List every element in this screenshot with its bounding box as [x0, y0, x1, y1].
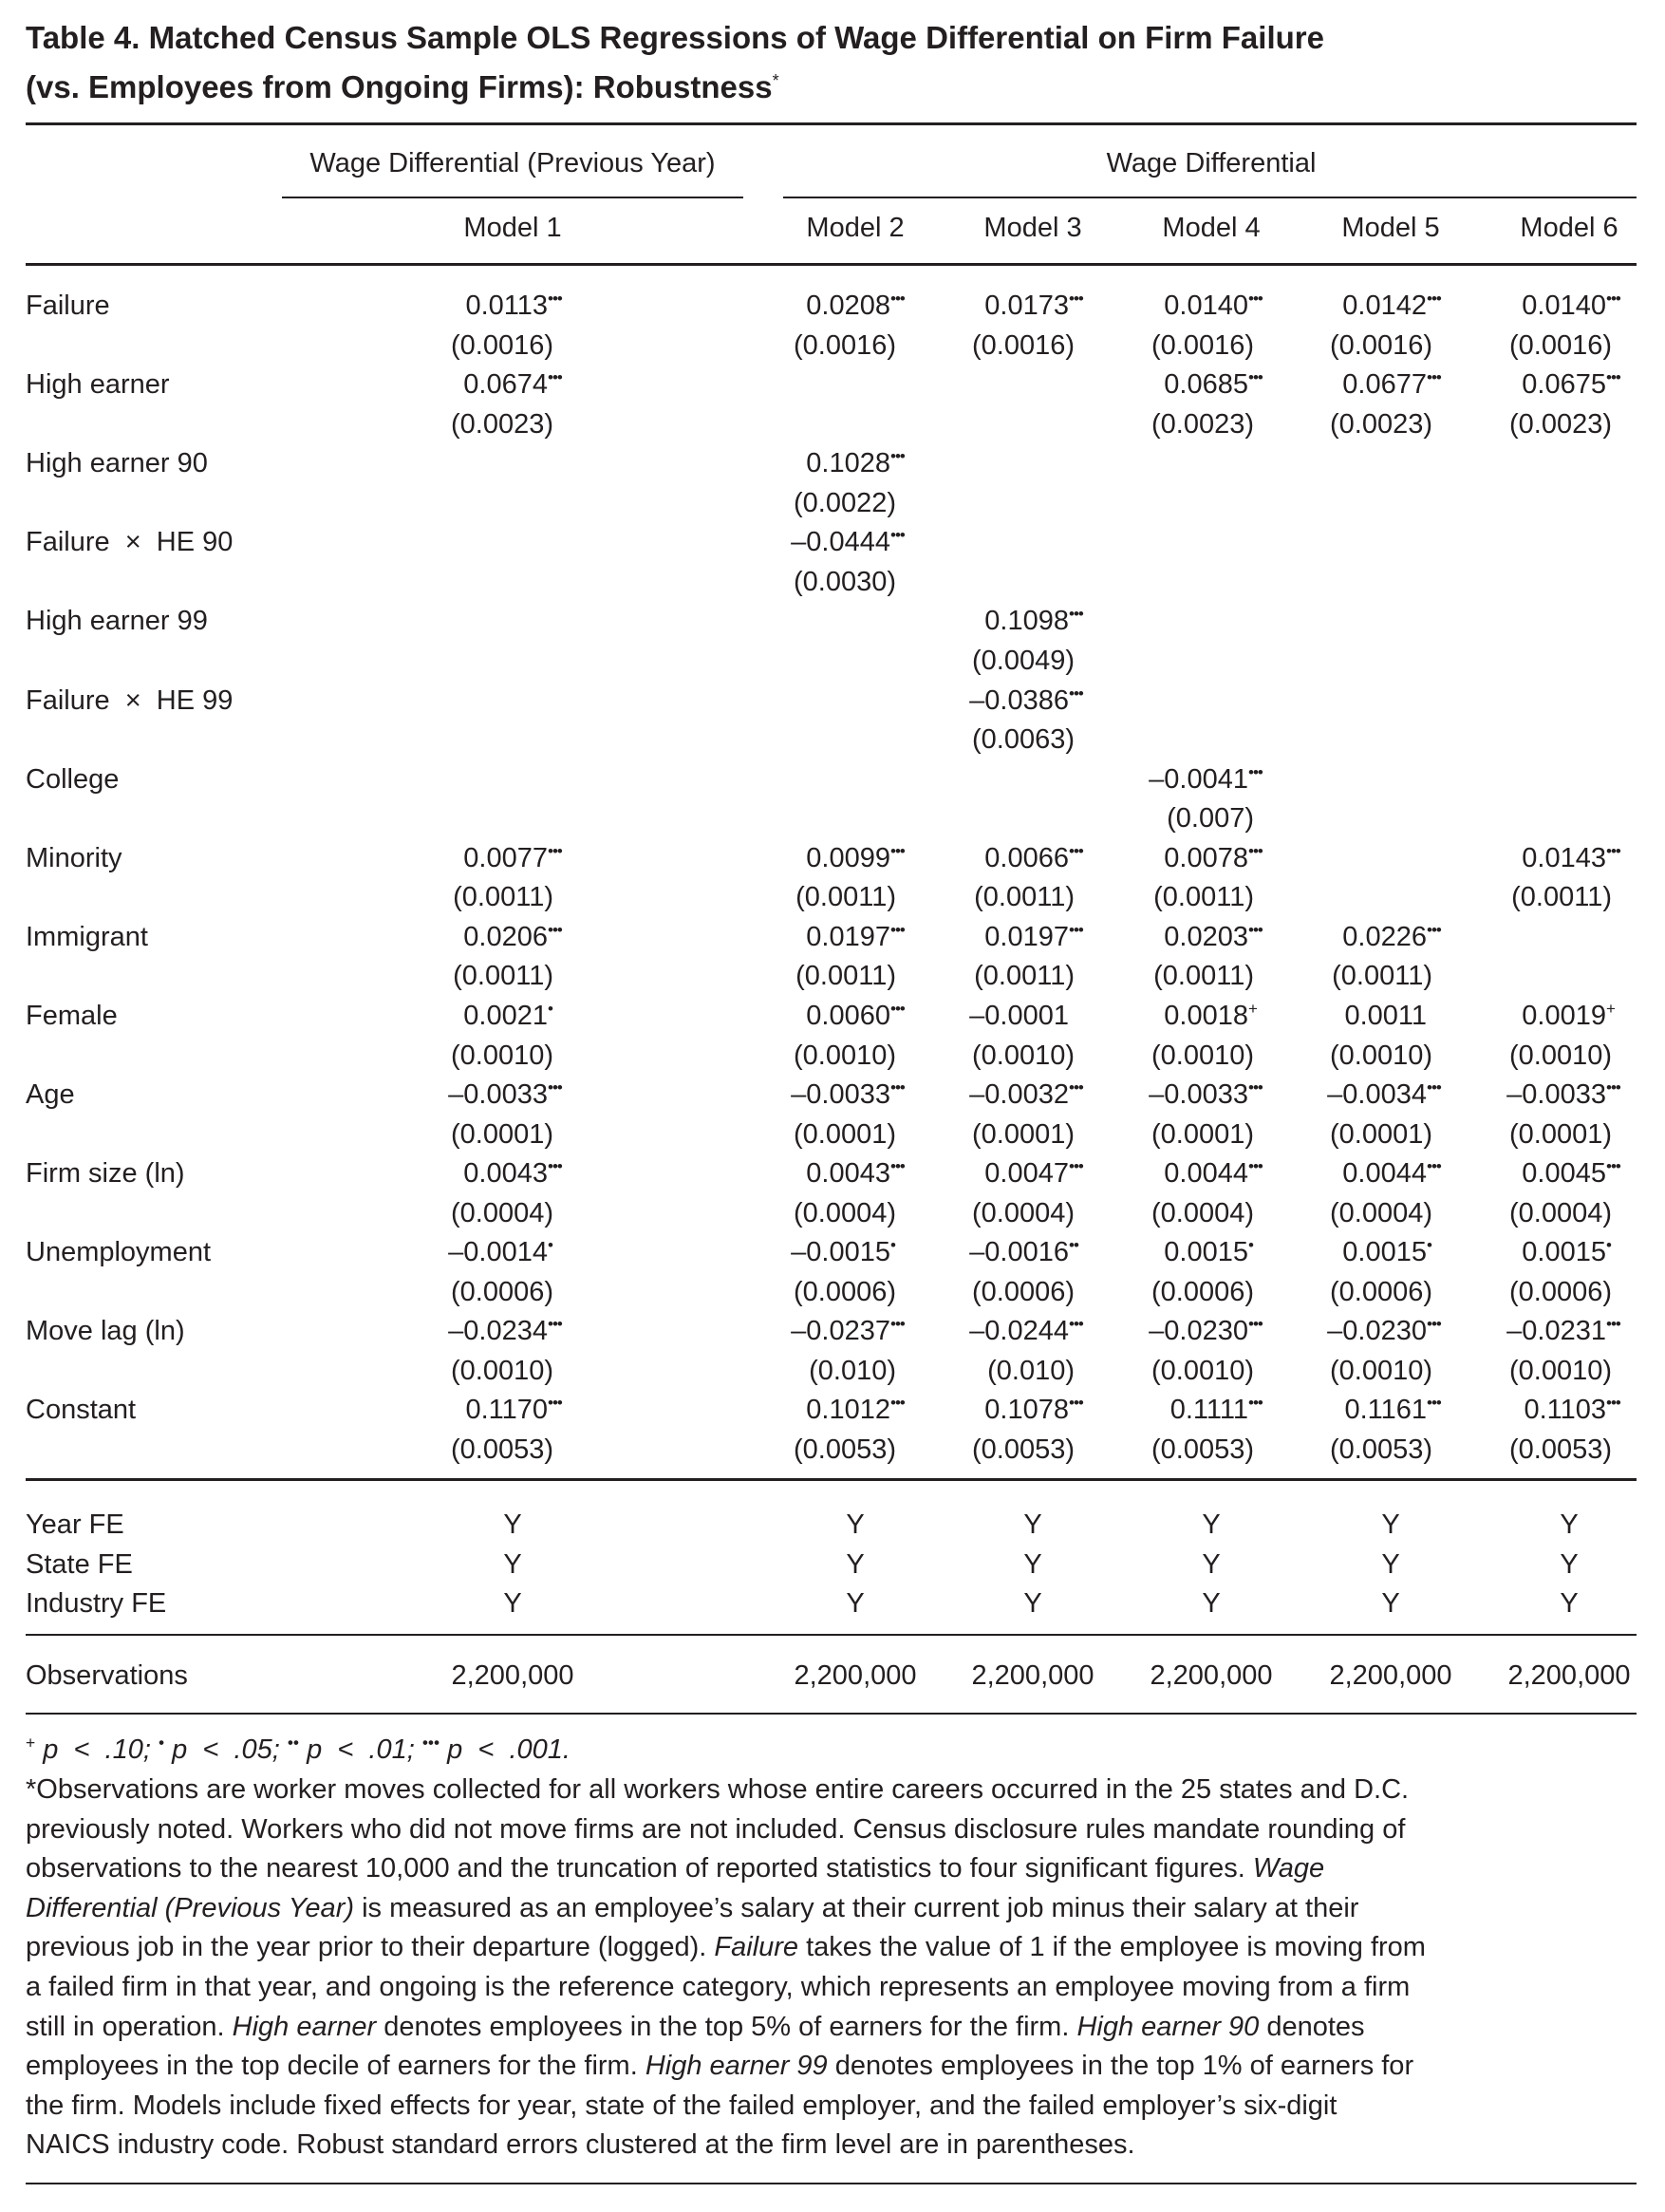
- fe-indicator: Y: [846, 1548, 865, 1580]
- standard-error: (0.0016): [793, 329, 896, 361]
- significance-marker: •: [1248, 1236, 1253, 1255]
- fe-indicator: Y: [1381, 1548, 1400, 1580]
- significance-marker: •••: [1248, 1157, 1263, 1176]
- row-label: College: [26, 763, 120, 795]
- coefficient: 0.0045 •••: [1522, 1157, 1620, 1190]
- standard-error: (0.010): [987, 1355, 1075, 1386]
- coefficient: 0.0197 •••: [984, 920, 1083, 952]
- coefficient: 0.0015 •: [1522, 1236, 1611, 1268]
- coefficient: 0.1161 •••: [1344, 1394, 1441, 1426]
- coefficient: 0.0015 •: [1164, 1236, 1253, 1268]
- coefficient: 0.1078 •••: [984, 1394, 1083, 1426]
- coefficient: 0.1028 •••: [806, 447, 905, 479]
- coefficient: 0.0078 •••: [1164, 841, 1263, 873]
- observations-bottom-rule: [26, 1713, 1637, 1715]
- standard-error: (0.0010): [1151, 1040, 1254, 1071]
- coefficient: 0.0066 •••: [984, 841, 1083, 873]
- group-underline-1: [282, 197, 743, 198]
- standard-error: (0.0016): [1151, 329, 1254, 361]
- coefficient: –0.0444 •••: [791, 526, 905, 558]
- significance-marker: •••: [548, 290, 562, 308]
- significance-marker: •••: [1427, 290, 1441, 308]
- standard-error: (0.0010): [1508, 1355, 1612, 1386]
- fe-indicator: Y: [1023, 1548, 1042, 1580]
- observations-value: 2,200,000: [1329, 1660, 1452, 1691]
- footnote-text: NAICS industry code. Robust standard errors clustered at the firm level are in parentheses.: [26, 2129, 1135, 2161]
- significance-threshold: p < .05;: [172, 1734, 280, 1765]
- footnote-line: [26, 2050, 1413, 2082]
- standard-error: (0.0006): [1508, 1276, 1612, 1307]
- fe-indicator: Y: [1023, 1509, 1042, 1540]
- standard-error: (0.0011): [453, 882, 553, 913]
- coefficient: 0.0113 •••: [465, 290, 562, 321]
- significance-marker: •••: [1069, 290, 1083, 308]
- significance-threshold: p < .01;: [307, 1734, 415, 1765]
- standard-error: (0.0010): [1329, 1040, 1432, 1071]
- footnote-text: denotes employees in the top 5% of earners for the firm.: [376, 2011, 1077, 2042]
- coefficient: –0.0230 •••: [1327, 1315, 1441, 1347]
- fe-indicator: Y: [503, 1548, 522, 1580]
- row-label: Failure × HE 90: [26, 527, 234, 558]
- coefficient: –0.0237 •••: [791, 1315, 905, 1347]
- significance-marker: •••: [1069, 1157, 1083, 1176]
- coefficient: 0.0674 •••: [463, 368, 562, 401]
- significance-marker: •••: [548, 1078, 562, 1097]
- title-footnote-marker: *: [772, 71, 779, 90]
- significance-marker: •••: [548, 841, 562, 860]
- significance-marker: •••: [548, 1157, 562, 1176]
- standard-error: (0.0001): [1151, 1118, 1254, 1150]
- coefficient: 0.0015 •: [1342, 1236, 1431, 1268]
- top-rule: [26, 122, 1637, 125]
- standard-error: (0.0011): [1511, 882, 1612, 913]
- coefficient: 0.1012 •••: [806, 1394, 905, 1426]
- observations-value: 2,200,000: [971, 1660, 1094, 1691]
- coefficients-bottom-rule: [26, 1478, 1637, 1481]
- significance-marker: •••: [890, 526, 905, 545]
- significance-threshold: p < .10;: [43, 1734, 151, 1765]
- footnote-italic-term: Failure: [714, 1932, 799, 1963]
- coefficient: –0.0014 •: [448, 1236, 552, 1268]
- footnote-line: [26, 2128, 1135, 2161]
- coefficient: 0.0197 •••: [806, 920, 905, 952]
- fe-indicator: Y: [1560, 1509, 1579, 1540]
- significance-marker: •: [1606, 1236, 1611, 1255]
- significance-legend: [26, 1734, 571, 1766]
- standard-error: (0.0011): [974, 961, 1075, 992]
- coefficient: –0.0015 •: [791, 1236, 895, 1268]
- standard-error: (0.0023): [1329, 408, 1432, 440]
- row-label: Move lag (ln): [26, 1316, 185, 1347]
- coefficient: –0.0001: [969, 1000, 1069, 1031]
- coefficient: 0.0018 +: [1164, 999, 1257, 1031]
- fe-indicator: Y: [846, 1509, 865, 1540]
- standard-error: (0.007): [1167, 803, 1254, 834]
- standard-error: (0.0010): [793, 1040, 896, 1071]
- footnote-italic-term: High earner: [232, 2011, 377, 2042]
- coefficient: –0.0230 •••: [1149, 1315, 1263, 1347]
- significance-marker: •: [548, 999, 552, 1018]
- standard-error: (0.0001): [971, 1118, 1075, 1150]
- significance-marker: •••: [890, 841, 905, 860]
- coefficient: –0.0033 •••: [1506, 1078, 1620, 1110]
- standard-error: (0.0011): [974, 882, 1075, 913]
- standard-error: (0.010): [809, 1355, 896, 1386]
- standard-error: (0.0011): [1153, 882, 1254, 913]
- significance-marker: •••: [890, 290, 905, 308]
- coefficient: 0.0077 •••: [463, 841, 562, 873]
- significance-marker: •••: [1606, 368, 1620, 387]
- coefficient: 0.1098 •••: [984, 605, 1083, 637]
- significance-marker: •••: [1069, 605, 1083, 624]
- standard-error: (0.0011): [453, 961, 553, 992]
- footnote-text: previous job in the year prior to their departure (logged).: [26, 1932, 715, 1963]
- coefficient: 0.0021 •: [463, 999, 552, 1031]
- row-label: Constant: [26, 1395, 137, 1426]
- footnote-italic-term: High earner 90: [1076, 2011, 1260, 2042]
- significance-marker: •••: [548, 1394, 562, 1413]
- significance-marker: •••: [1427, 1315, 1441, 1334]
- standard-error: (0.0010): [1508, 1040, 1612, 1071]
- fe-indicator: Y: [1381, 1588, 1400, 1620]
- significance-marker: •••: [890, 1078, 905, 1097]
- footnote-text: a failed firm in that year, and ongoing is the reference category, which represents an employee moving from a firm: [26, 1972, 1411, 2002]
- footnote-text: takes the value of 1 if the employee is moving from: [798, 1932, 1426, 1963]
- standard-error: (0.0022): [793, 487, 896, 518]
- coefficient: –0.0033 •••: [448, 1078, 562, 1110]
- coefficient: 0.0019 +: [1522, 999, 1615, 1031]
- observations-value: 2,200,000: [1150, 1660, 1273, 1691]
- standard-error: (0.0016): [1329, 329, 1432, 361]
- standard-error: (0.0016): [971, 329, 1075, 361]
- significance-marker: ••: [1069, 1236, 1078, 1255]
- significance-symbol: •••: [421, 1733, 440, 1753]
- coefficient: 0.0675 •••: [1522, 368, 1620, 401]
- fe-indicator: Y: [1202, 1588, 1221, 1620]
- significance-marker: •••: [890, 1394, 905, 1413]
- significance-marker: •••: [1248, 841, 1263, 860]
- fe-label: State FE: [26, 1548, 133, 1580]
- standard-error: (0.0010): [1329, 1355, 1432, 1386]
- coefficient: 0.0060 •••: [806, 999, 905, 1031]
- standard-error: (0.0006): [450, 1276, 553, 1307]
- footnote-text: observations to the nearest 10,000 and the truncation of reported statistics to four significant figures.: [26, 1853, 1253, 1884]
- standard-error: (0.0053): [793, 1434, 896, 1465]
- coefficient: –0.0016 ••: [969, 1236, 1078, 1268]
- coefficient: 0.0047 •••: [984, 1157, 1083, 1190]
- standard-error: (0.0011): [795, 882, 896, 913]
- coefficient: 0.0140 •••: [1522, 290, 1620, 321]
- standard-error: (0.0006): [1151, 1276, 1254, 1307]
- standard-error: (0.0006): [971, 1276, 1075, 1307]
- significance-symbol: ••: [287, 1733, 300, 1753]
- significance-marker: •••: [1427, 1157, 1441, 1176]
- column-header-model-1: Model 1: [463, 213, 562, 243]
- footnote-line: [26, 1813, 1405, 1846]
- footnote-line: [26, 1931, 1426, 1963]
- footnote-text: denotes employees in the top 1% of earners for: [827, 2051, 1414, 2082]
- standard-error: (0.0001): [450, 1118, 553, 1150]
- significance-marker: •••: [1069, 1315, 1083, 1334]
- footnote-text: the firm. Models include fixed effects for year, state of the failed employer, and the failed employer’s six-digit: [26, 2090, 1338, 2121]
- significance-marker: •••: [890, 1315, 905, 1334]
- significance-marker: •••: [1248, 290, 1263, 308]
- fe-indicator: Y: [846, 1588, 865, 1620]
- group-underline-2: [783, 197, 1637, 198]
- coefficient: –0.0386 •••: [969, 684, 1083, 716]
- significance-marker: •••: [548, 920, 562, 939]
- coefficient: –0.0244 •••: [969, 1315, 1083, 1347]
- standard-error: (0.0010): [971, 1040, 1075, 1071]
- footnote-line: [26, 2090, 1337, 2122]
- standard-error: (0.0010): [450, 1040, 553, 1071]
- standard-error: (0.0006): [1329, 1276, 1432, 1307]
- standard-error: (0.0023): [450, 408, 553, 440]
- significance-marker: •••: [548, 368, 562, 387]
- coefficient: 0.0043 •••: [463, 1157, 562, 1190]
- standard-error: (0.0004): [450, 1197, 553, 1228]
- coefficient: 0.0099 •••: [806, 841, 905, 873]
- row-label: Failure: [26, 291, 110, 321]
- row-label: Minority: [26, 842, 122, 873]
- coefficient: 0.0208 •••: [806, 290, 905, 321]
- coefficient: 0.1111 •••: [1169, 1394, 1263, 1426]
- standard-error: (0.0016): [450, 329, 553, 361]
- row-label: High earner: [26, 369, 170, 401]
- header-rule: [26, 263, 1637, 266]
- significance-marker: •••: [890, 920, 905, 939]
- standard-error: (0.0004): [793, 1197, 896, 1228]
- footnote-text: *Observations are worker moves collected for all workers whose entire careers occurred in the 25 states and D.C.: [26, 1774, 1410, 1805]
- fe-indicator: Y: [503, 1509, 522, 1540]
- significance-marker: •••: [1606, 290, 1620, 308]
- group-header-previous-year: Wage Differential (Previous Year): [309, 148, 716, 178]
- standard-error: (0.0030): [793, 566, 896, 597]
- significance-marker: •••: [548, 1315, 562, 1334]
- fe-indicator: Y: [1560, 1548, 1579, 1580]
- significance-marker: •••: [1069, 920, 1083, 939]
- fe-indicator: Y: [1023, 1588, 1042, 1620]
- standard-error: (0.0016): [1508, 329, 1612, 361]
- coefficient: 0.0677 •••: [1342, 368, 1441, 401]
- standard-error: (0.0053): [1151, 1434, 1254, 1465]
- significance-marker: •••: [890, 999, 905, 1018]
- significance-marker: •••: [1069, 684, 1083, 703]
- coefficient: 0.0173 •••: [984, 290, 1083, 321]
- significance-marker: •••: [1069, 1078, 1083, 1097]
- table-title: Table 4. Matched Census Sample OLS Regressions of Wage Differential on Firm Failure: [26, 20, 1324, 55]
- significance-marker: •••: [1606, 841, 1620, 860]
- standard-error: (0.0004): [1508, 1197, 1612, 1228]
- standard-error: (0.0001): [1508, 1118, 1612, 1150]
- fe-indicator: Y: [1381, 1509, 1400, 1540]
- significance-marker: +: [1606, 999, 1615, 1018]
- significance-marker: •: [1427, 1236, 1431, 1255]
- fe-indicator: Y: [1202, 1509, 1221, 1540]
- column-header-model-3: Model 3: [983, 213, 1082, 243]
- significance-marker: •••: [1248, 1315, 1263, 1334]
- standard-error: (0.0011): [1332, 961, 1432, 992]
- row-label: Age: [26, 1079, 75, 1110]
- coefficient: –0.0034 •••: [1327, 1078, 1441, 1110]
- significance-marker: •••: [1248, 1078, 1263, 1097]
- coefficient: –0.0041 •••: [1149, 762, 1263, 795]
- coefficient: 0.1170 •••: [465, 1394, 562, 1426]
- bottom-rule: [26, 2183, 1637, 2184]
- standard-error: (0.0023): [1151, 408, 1254, 440]
- standard-error: (0.0049): [971, 646, 1075, 676]
- fe-indicator: Y: [1560, 1588, 1579, 1620]
- standard-error: (0.0053): [1329, 1434, 1432, 1465]
- significance-marker: •••: [1427, 1078, 1441, 1097]
- standard-error: (0.0006): [793, 1276, 896, 1307]
- row-label: High earner 90: [26, 448, 208, 479]
- column-header-model-4: Model 4: [1162, 213, 1261, 243]
- observations-label: Observations: [26, 1660, 188, 1691]
- significance-marker: •: [548, 1236, 552, 1255]
- coefficient: 0.0044 •••: [1164, 1157, 1263, 1190]
- coefficient: –0.0033 •••: [1149, 1078, 1263, 1110]
- row-label: Female: [26, 1000, 118, 1031]
- standard-error: (0.0053): [1508, 1434, 1612, 1465]
- footnote-text: denotes: [1259, 2011, 1365, 2042]
- significance-marker: •••: [1427, 368, 1441, 387]
- significance-symbol: +: [26, 1733, 36, 1753]
- standard-error: (0.0004): [1151, 1197, 1254, 1228]
- significance-marker: •••: [1248, 920, 1263, 939]
- footnote-line: [26, 2011, 1365, 2043]
- coefficient: 0.0226 •••: [1342, 920, 1441, 952]
- significance-marker: •••: [1427, 1394, 1441, 1413]
- footnote-line: [26, 1852, 1324, 1884]
- significance-marker: •••: [890, 1157, 905, 1176]
- coefficient: 0.0206 •••: [463, 920, 562, 952]
- coefficient: 0.0203 •••: [1164, 920, 1263, 952]
- footnote-text: still in operation.: [26, 2011, 233, 2042]
- fe-indicator: Y: [503, 1588, 522, 1620]
- standard-error: (0.0011): [1153, 961, 1254, 992]
- footnote-italic-term: High earner 99: [645, 2051, 828, 2082]
- coefficient: 0.1103 •••: [1524, 1394, 1620, 1426]
- fe-indicator: Y: [1202, 1548, 1221, 1580]
- standard-error: (0.0053): [450, 1434, 553, 1465]
- coefficient: 0.0685 •••: [1164, 368, 1263, 401]
- coefficient: 0.0043 •••: [806, 1157, 905, 1190]
- footnote-text: employees in the top decile of earners for the firm.: [26, 2051, 645, 2082]
- row-label: Failure × HE 99: [26, 684, 234, 716]
- footnote-text: is measured as an employee’s salary at their current job minus their salary at their: [354, 1892, 1359, 1923]
- significance-marker: •••: [1606, 1157, 1620, 1176]
- significance-marker: •••: [1248, 1394, 1263, 1413]
- significance-marker: •••: [1069, 1394, 1083, 1413]
- coefficient: 0.0011: [1344, 1000, 1427, 1031]
- fe-bottom-rule: [26, 1634, 1637, 1636]
- standard-error: (0.0004): [971, 1197, 1075, 1228]
- significance-marker: •••: [890, 447, 905, 466]
- table-title-line2: [26, 62, 779, 106]
- standard-error: (0.0010): [1151, 1355, 1254, 1386]
- significance-marker: •••: [1606, 1078, 1620, 1097]
- row-label: Firm size (ln): [26, 1158, 185, 1190]
- significance-marker: •••: [1248, 368, 1263, 387]
- significance-marker: +: [1248, 999, 1257, 1018]
- significance-threshold: p < .001.: [447, 1734, 571, 1765]
- coefficient: 0.0142 •••: [1342, 290, 1441, 321]
- observations-value: 2,200,000: [794, 1660, 917, 1691]
- row-label: High earner 99: [26, 606, 208, 637]
- coefficient: 0.0143 •••: [1522, 841, 1620, 873]
- footnote-line: [26, 1971, 1410, 2003]
- column-header-model-6: Model 6: [1520, 213, 1618, 243]
- footnote-line: [26, 1892, 1358, 1924]
- standard-error: (0.0001): [1329, 1118, 1432, 1150]
- significance-marker: •••: [1606, 1394, 1620, 1413]
- coefficient: 0.0140 •••: [1164, 290, 1263, 321]
- coefficient: –0.0234 •••: [448, 1315, 562, 1347]
- table-title-text: (vs. Employees from Ongoing Firms): Robustness: [26, 69, 773, 104]
- footnote-italic-term: Differential (Previous Year): [26, 1892, 355, 1923]
- significance-symbol: •: [158, 1733, 165, 1753]
- coefficient: 0.0044 •••: [1342, 1157, 1441, 1190]
- standard-error: (0.0011): [795, 961, 896, 992]
- observations-value: 2,200,000: [451, 1660, 574, 1691]
- row-label: Unemployment: [26, 1237, 212, 1268]
- row-label: Immigrant: [26, 921, 148, 952]
- observations-value: 2,200,000: [1507, 1660, 1631, 1691]
- significance-marker: •••: [1069, 841, 1083, 860]
- significance-marker: •••: [1606, 1315, 1620, 1334]
- standard-error: (0.0001): [793, 1118, 896, 1150]
- coefficient: –0.0231 •••: [1506, 1315, 1620, 1347]
- standard-error: (0.0053): [971, 1434, 1075, 1465]
- column-header-model-5: Model 5: [1341, 213, 1440, 243]
- significance-marker: •••: [1427, 920, 1441, 939]
- coefficient: –0.0033 •••: [791, 1078, 905, 1110]
- standard-error: (0.0010): [450, 1355, 553, 1386]
- footnote-italic-term: Wage: [1252, 1853, 1325, 1884]
- fe-label: Industry FE: [26, 1588, 167, 1620]
- significance-marker: •: [890, 1236, 895, 1255]
- fe-label: Year FE: [26, 1509, 124, 1540]
- footnote-line: [26, 1773, 1409, 1806]
- footnote-text: previously noted. Workers who did not move firms are not included. Census disclosure rules mandate rounding of: [26, 1813, 1406, 1845]
- coefficient: –0.0032 •••: [969, 1078, 1083, 1110]
- significance-marker: •••: [1248, 762, 1263, 781]
- column-header-model-2: Model 2: [806, 213, 905, 243]
- standard-error: (0.0023): [1508, 408, 1612, 440]
- standard-error: (0.0063): [971, 724, 1075, 756]
- group-header-wage-differential: Wage Differential: [1106, 148, 1317, 178]
- standard-error: (0.0004): [1329, 1197, 1432, 1228]
